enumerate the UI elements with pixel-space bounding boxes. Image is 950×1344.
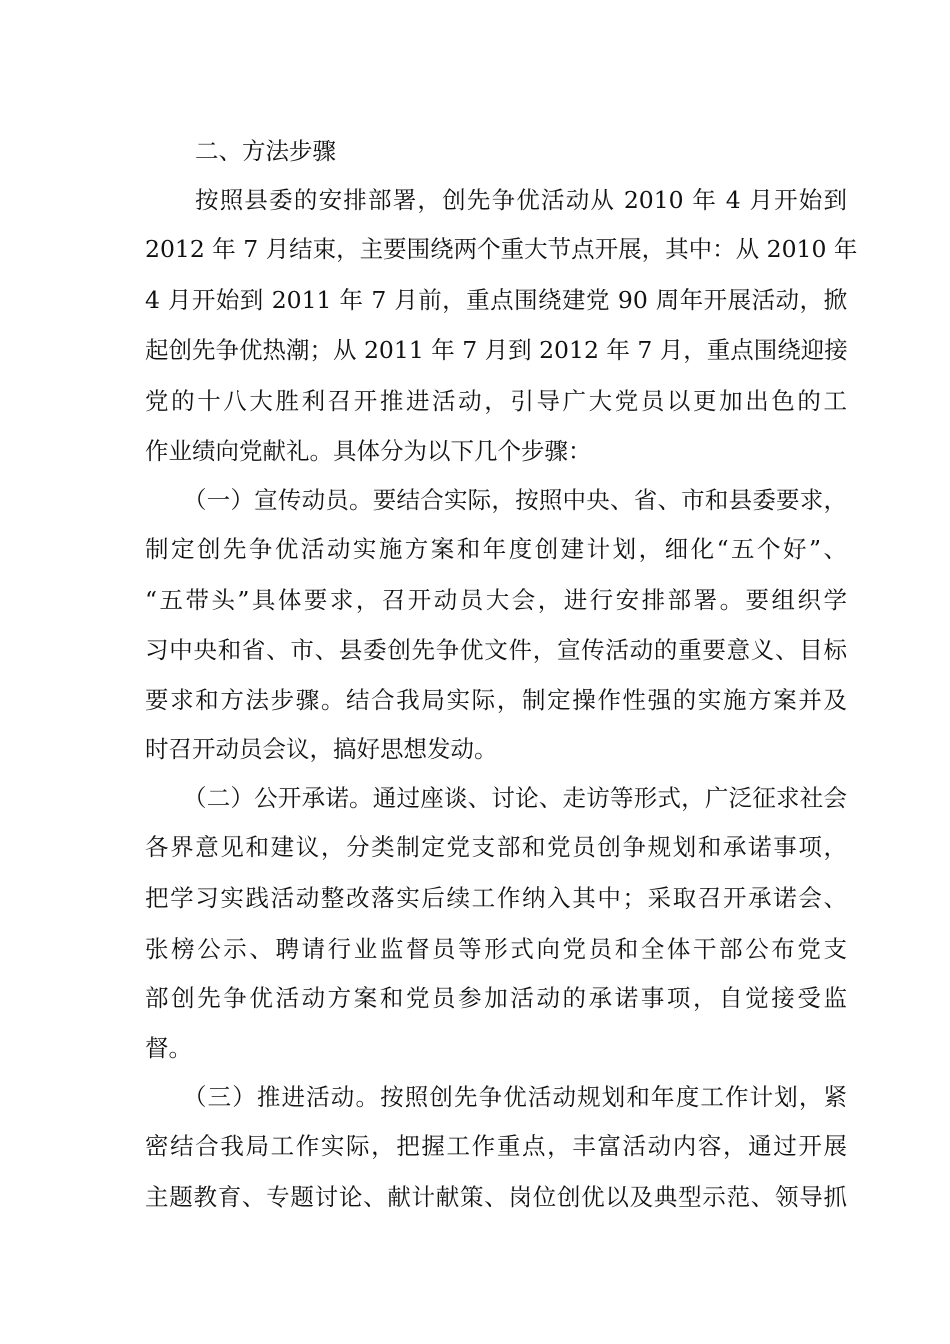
subsection-line: （三）推进活动。按照创先争优活动规划和年度工作计划，紧 (183, 1083, 847, 1111)
paragraph-line: 张榜公示、聘请行业监督员等形式向党员和全体干部公布党支 (145, 935, 847, 963)
paragraph-line: “五带头”具体要求，召开动员大会，进行安排部署。要组织学 (145, 586, 847, 614)
paragraph-line: 4 月开始到 2011 年 7 月前，重点围绕建党 90 周年开展活动，掀 (145, 286, 847, 314)
paragraph-line: 起创先争优热潮；从 2011 年 7 月到 2012 年 7 月，重点围绕迎接 (145, 336, 848, 364)
paragraph-line: 作业绩向党献礼。具体分为以下几个步骤： (145, 437, 592, 465)
paragraph-line: 主题教育、专题讨论、献计献策、岗位创优以及典型示范、领导抓 (145, 1183, 847, 1211)
paragraph-line: 按照县委的安排部署，创先争优活动从 2010 年 4 月开始到 (195, 186, 847, 214)
paragraph-line: 党的十八大胜利召开推进活动，引导广大党员以更加出色的工 (145, 387, 847, 415)
section-heading: 二、方法步骤 (195, 137, 336, 165)
paragraph-line: 部创先争优活动方案和党员参加活动的承诺事项，自觉接受监 (145, 984, 847, 1012)
paragraph-line: 密结合我局工作实际，把握工作重点，丰富活动内容，通过开展 (145, 1132, 847, 1160)
paragraph-line: 各界意见和建议，分类制定党支部和党员创争规划和承诺事项， (145, 833, 847, 861)
paragraph-line: 制定创先争优活动实施方案和年度创建计划，细化“五个好”、 (145, 535, 847, 563)
paragraph-line: 习中央和省、市、县委创先争优文件，宣传活动的重要意义、目标 (145, 636, 847, 664)
subsection-line: （二）公开承诺。通过座谈、讨论、走访等形式，广泛征求社会 (183, 784, 847, 812)
paragraph-line: 要求和方法步骤。结合我局实际，制定操作性强的实施方案并及 (145, 686, 847, 714)
paragraph-line: 时召开动员会议，搞好思想发动。 (145, 735, 498, 763)
paragraph-line: 把学习实践活动整改落实后续工作纳入其中；采取召开承诺会、 (145, 884, 847, 912)
paragraph-line: 督。 (145, 1034, 192, 1062)
paragraph-line: 2012 年 7 月结束，主要围绕两个重大节点开展，其中：从 2010 年 (145, 235, 858, 263)
subsection-line: （一）宣传动员。要结合实际，按照中央、省、市和县委要求， (183, 486, 847, 514)
